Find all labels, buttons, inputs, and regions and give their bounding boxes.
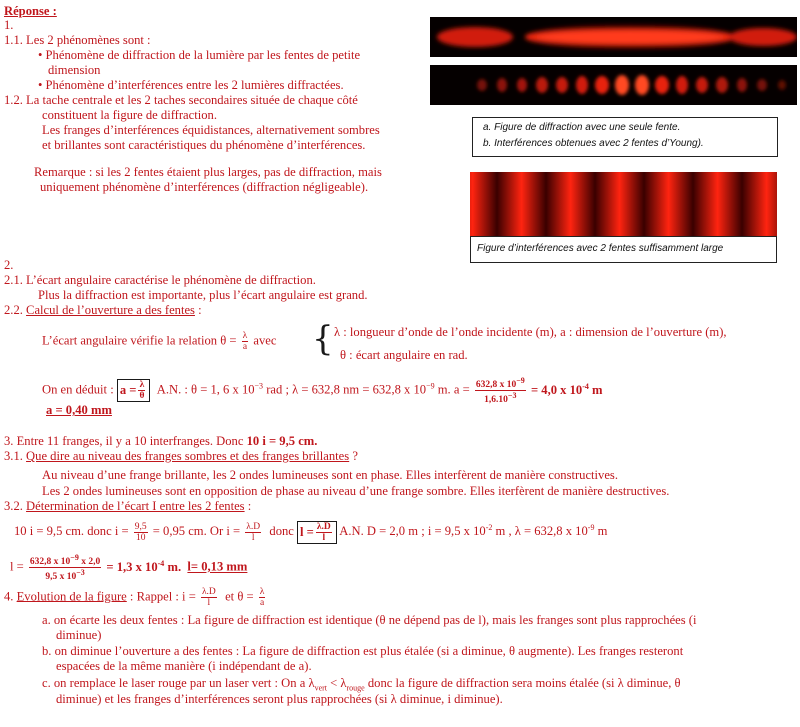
figure-caption-ab bbox=[472, 117, 778, 157]
case-c-line-2: diminue) et les franges d’interférences seront plus rapprochées (si λ diminue, i diminue). bbox=[56, 692, 503, 706]
line-1-2a: 1.2. La tache centrale et les 2 taches secondaires située de chaque côté bbox=[4, 93, 358, 107]
page-header: Réponse : bbox=[4, 4, 57, 18]
line-1-1: 1.1. Les 2 phénomènes sont : bbox=[4, 33, 151, 47]
case-b-line-1: b. on diminue l’ouverture a des fentes : La figure de diffraction est plus étalée (si a diminue, θ augmente). Les franges resteront bbox=[42, 644, 684, 658]
case-a-line-2: diminue) bbox=[56, 628, 102, 642]
definition-lambda: λ : longueur d’onde de l’onde incidente (m), a : dimension de l’ouverture (m), bbox=[334, 325, 727, 339]
slit-spacing-result: l = $\frac{632,8 x 10^{-9} x 2,0}{9,5 x 10^{-3}}$ = 1,3 x $10^{-4}$ m. l= 0,13 mm bbox=[10, 553, 248, 583]
caption-a: a. Figure de diffraction avec une seule fente. bbox=[483, 122, 681, 133]
aperture-calculation: On en déduit : a = $\frac{\lambda}{\theta}$ A.N. : θ = 1, 6 x $10^{-3}$ rad ; λ = 632,8 nm = 632,8 x $10^{-9}$ m. a = $\frac{632,8 x 10^{-9}}{1,6.10^{-3}}$ = 4,0 x $10^{-4}$ m bbox=[42, 376, 603, 406]
caption-b: b. Interférences obtenues avec 2 fentes d’Young). bbox=[483, 138, 704, 149]
line-1-2d: et brillantes sont caractéristiques du phénomène d’interférences. bbox=[42, 138, 366, 152]
line-3-1a: Au niveau d’une frange brillante, les 2 ondes lumineuses sont en phase. Elles interfèrent de manière constructives. bbox=[42, 468, 618, 482]
bullet-diffraction-cont: dimension bbox=[48, 63, 101, 77]
line-3-2: 3.2. Détermination de l’écart I entre les 2 fentes : bbox=[4, 499, 252, 513]
bullet-interference: • Phénomène d’interférences entre les 2 lumières diffractées. bbox=[38, 78, 344, 92]
interfringe-calculation: 10 i = 9,5 cm. donc i = $\frac{9,5}{10}$ = 0,95 cm. Or i = $\frac{\lambda.D}{l}$ donc l = $\frac{\lambda.D}{l}$ A.N. D = 2,0 m ; i = 9,5 x $10^{-2}$ m , λ = 632,8 x $10^{-9}$ m bbox=[14, 521, 608, 543]
line-1-2b: constituent la figure de diffraction. bbox=[42, 108, 217, 122]
result-a: a = 0,40 mm bbox=[46, 403, 112, 417]
line-4: 4. Evolution de la figure : Rappel : i = $\frac{\lambda.D}{l}$ et θ = $\frac{\lambda}{a}$ bbox=[4, 587, 265, 608]
line-3-1: 3.1. Que dire au niveau des franges sombres et des franges brillantes ? bbox=[4, 449, 358, 463]
line-2-1a: 2.1. L’écart angulaire caractérise le phénomène de diffraction. bbox=[4, 273, 316, 287]
angular-relation: L’écart angulaire vérifie la relation θ = $\frac{\lambda}{a}$ avec bbox=[42, 331, 277, 352]
definition-theta: θ : écart angulaire en rad. bbox=[340, 348, 468, 362]
boxed-formula-l: l = $\frac{\lambda.D}{l}$ bbox=[297, 521, 337, 544]
case-b-line-2: espacées de la même manière (i indépendant de a). bbox=[56, 659, 312, 673]
section-1-number: 1. bbox=[4, 18, 14, 32]
line-2-2: 2.2. Calcul de l’ouverture a des fentes : bbox=[4, 303, 202, 317]
single-slit-diffraction-figure bbox=[430, 17, 797, 57]
double-slit-interference-figure bbox=[430, 65, 797, 105]
remark-line-2: uniquement phénomène d’interférences (diffraction négligeable). bbox=[40, 180, 369, 194]
section-2-number: 2. bbox=[4, 258, 14, 272]
remark-line-1: Remarque : si les 2 fentes étaient plus larges, pas de diffraction, mais bbox=[34, 165, 382, 179]
wide-slits-interference-figure bbox=[470, 172, 777, 236]
boxed-formula-a: a = $\frac{\lambda}{\theta}$ bbox=[117, 379, 151, 402]
case-a-line-1: a. on écarte les deux fentes : La figure de diffraction est identique (θ ne dépend pas de l), mais les franges sont plus rapprochées (i bbox=[42, 613, 697, 627]
line-3: 3. Entre 11 franges, il y a 10 interfranges. Donc 10 i = 9,5 cm. bbox=[4, 434, 318, 448]
curly-brace: { bbox=[312, 319, 334, 359]
figure-caption-c: Figure d’interférences avec 2 fentes suffisamment large bbox=[470, 236, 777, 263]
line-3-1b: Les 2 ondes lumineuses sont en opposition de phase au niveau d’une frange sombre. Elles iterfèrent de manière destructives. bbox=[42, 484, 670, 498]
line-1-2c: Les franges d’interférences équidistances, alternativement sombres bbox=[42, 123, 380, 137]
case-c-line-1: c. on remplace le laser rouge par un laser vert : On a $\lambda_{vert} < \lambda_{rouge}$ donc la figure de diffraction sera moins étalée (si λ diminue, θ bbox=[42, 676, 681, 693]
bullet-diffraction: • Phénomène de diffraction de la lumière par les fentes de petite bbox=[38, 48, 361, 62]
line-2-1b: Plus la diffraction est importante, plus l’écart angulaire est grand. bbox=[38, 288, 368, 302]
